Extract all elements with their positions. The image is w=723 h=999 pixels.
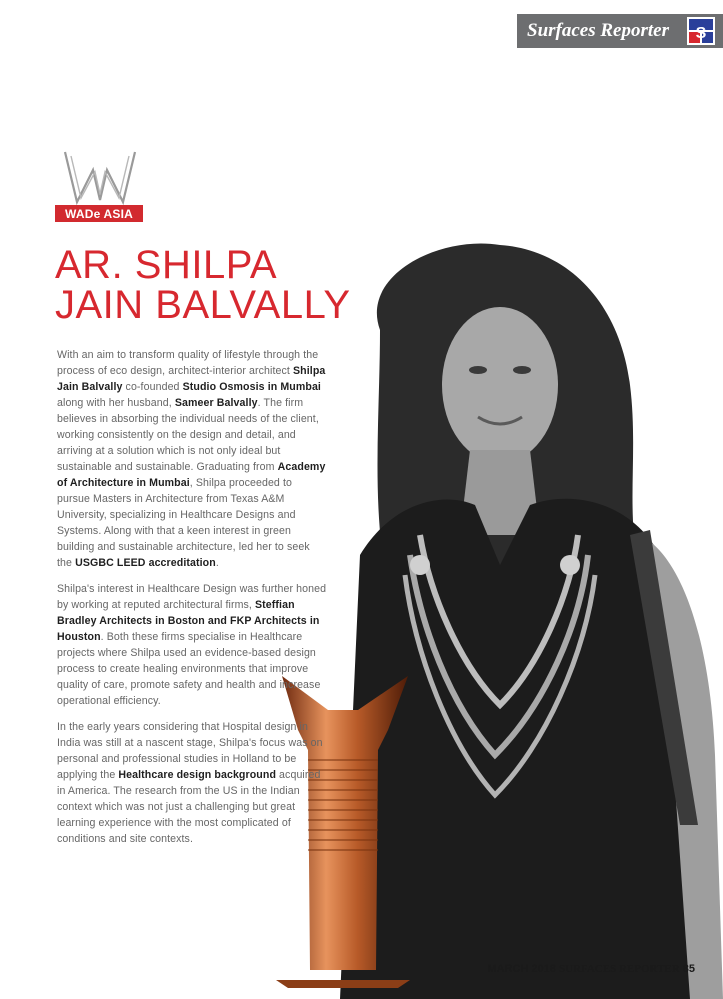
heading-line-1: AR. SHILPA [55, 243, 278, 287]
paragraph-2: Shilpa's interest in Healthcare Design was further honed by working at reputed architectural firms, Steffian Bradley Architects in Boston and FKP Architects in Houston. Both these firms specialise in Healthcare projects where Shilpa used an evidence-based design process to create healing environments that improve quality of care, promote safety and health and increase operational efficiency. [57, 583, 327, 707]
magazine-header-tab [517, 14, 723, 48]
wade-asia-badge: WADe ASIA [55, 205, 143, 222]
heading-line-2: JAIN BALVALLY [55, 283, 351, 327]
paragraph-3: In the early years considering that Hospital design in India was still at a nascent stage, Shilpa's focus was on personal and professional studies in Holland to be applying the Healthcare design background acquired in America. The research from the US in the Indian context which was not just a challenging but great learning experience with the most complicated of conditions and site contexts. [57, 721, 323, 845]
svg-text:S: S [695, 25, 707, 42]
footer-date: MARCH 2018 [487, 963, 556, 975]
page-footer [487, 963, 695, 975]
sr-logo-icon [687, 17, 715, 45]
magazine-title: Surfaces Reporter [527, 20, 669, 41]
page-number: 85 [682, 963, 695, 975]
article-body [57, 347, 327, 857]
footer-magazine: SURFACES REPORTER [558, 963, 680, 975]
paragraph-1: With an aim to transform quality of lifestyle through the process of eco design, architect-interior architect Shilpa Jain Balvally co-founded Studio Osmosis in Mumbai along with her husband, Sameer Balvally. The firm believes in absorbing the individual needs of the client, working consistently on the design and detail, and arriving at a solution which is not only ideal but sustainable and sustainable. Graduating from Academy of Architecture in Mumbai, Shilpa proceeded to pursue Masters in Architecture from Texas A&M University, specializing in Healthcare Designs and Systems. Along with that a keen interest in green building and sustainable architecture, led her to seek the USGBC LEED accreditation. [57, 349, 326, 569]
